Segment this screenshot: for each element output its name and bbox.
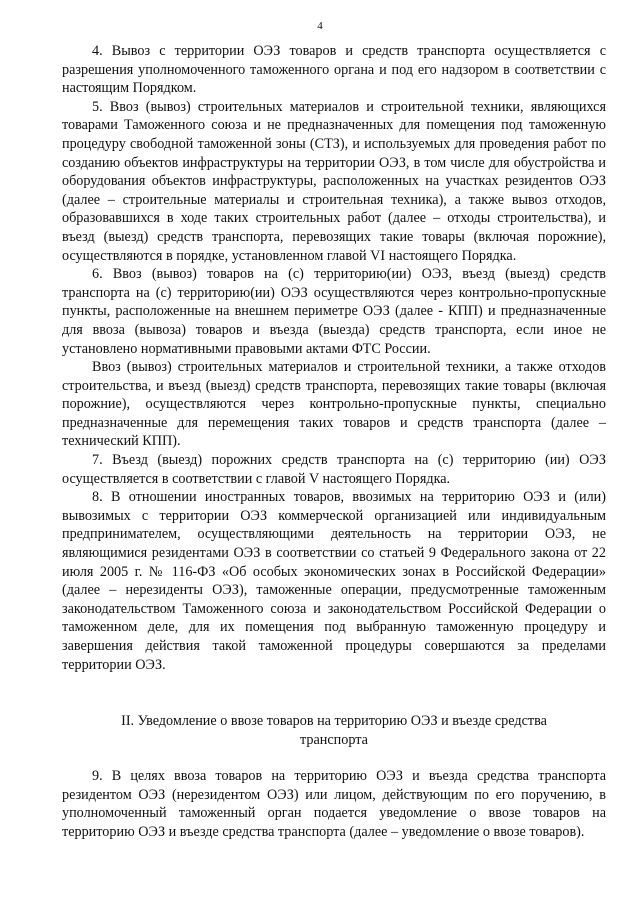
section-heading-line-1: II. Уведомление о ввозе товаров на территорию ОЭЗ и въезде средства bbox=[121, 713, 547, 729]
paragraph-8: 8. В отношении иностранных товаров, ввозимых на территорию ОЭЗ и (или) вывозимых с территории ОЭЗ коммерческой организацией или индивидуальным предпринимателем, осуществляющими деятельность на территории ОЭЗ, не являющимися резидентами ОЭЗ в соответствии со статьей 9 Федерального закона от 22 июля 2005 г. № 116-ФЗ «Об особых экономических зонах в Российской Федерации» (далее – нерезиденты ОЭЗ), таможенные операции, предусмотренные таможенным законодательством Таможенного союза и законодательством Российской Федерации о таможенном деле, для их помещения под выбранную таможенную процедуру и завершения действия такой таможенной процедуры совершаются за пределами территории ОЭЗ. bbox=[62, 489, 606, 673]
paragraph-5: 5. Ввоз (вывоз) строительных материалов и строительной техники, являющихся товарами Таможенного союза и не предназначенных для помещения под таможенную процедуру свободной таможенной зоны (СТЗ), и используемых для проведения работ по созданию объектов инфраструктуры на территории ОЭЗ, в том числе для обустройства и оборудования объектов инфраструктуры, расположенных на участках резидентов ОЭЗ (далее – строительные материалы и строительная техника), а также вывоз отходов, образовавшихся в ходе таких строительных работ (далее – отходы строительства), и въезд (выезд) средств транспорта, перевозящих такие товары (включая порожние), осуществляются в порядке, установленном главой VI настоящего Порядка. bbox=[62, 98, 606, 264]
paragraph-4: 4. Вывоз с территории ОЭЗ товаров и средств транспорта осуществляется с разрешения уполномоченного таможенного органа и под его надзором в соответствии с настоящим Порядком. bbox=[62, 43, 606, 97]
document-body bbox=[62, 42, 606, 674]
section-body bbox=[62, 767, 606, 841]
paragraph-9: 9. В целях ввоза товаров на территорию ОЭЗ и въезда средства транспорта резидентом ОЭЗ (нерезидентом ОЭЗ) или лицом, действующим по его поручению, в уполномоченный таможенный орган подается уведомление о ввозе товаров на территорию ОЭЗ и въезде средства транспорта (далее – уведомление о ввозе товаров). bbox=[62, 768, 606, 840]
section-heading bbox=[62, 712, 606, 750]
section-heading-line-2: транспорта bbox=[300, 732, 368, 748]
page-number: 4 bbox=[317, 20, 323, 32]
paragraph-6: 6. Ввоз (вывоз) товаров на (с) территорию(ии) ОЭЗ, въезд (выезд) средств транспорта на (с) территорию(ии) ОЭЗ осуществляются через контрольно-пропускные пункты, расположенные на внешнем периметре ОЭЗ (далее - КПП) и предназначенные для ввоза (вывоза) товаров и въезда (выезда) средств транспорта, если иное не установлено нормативными правовыми актами ФТС России. bbox=[62, 266, 606, 357]
paragraph-7: 7. Въезд (выезд) порожних средств транспорта на (с) территорию (ии) ОЭЗ осуществляется в соответствии с главой V настоящего Порядка. bbox=[62, 452, 606, 487]
paragraph-6-continuation: Ввоз (вывоз) строительных материалов и строительной техники, а также отходов строительства, и въезд (выезд) средств транспорта, перевозящих такие товары (включая порожние), осуществляются через контрольно-пропускные пункты, специально предназначенные для перемещения таких товаров и средств транспорта (далее – технический КПП). bbox=[62, 359, 606, 450]
